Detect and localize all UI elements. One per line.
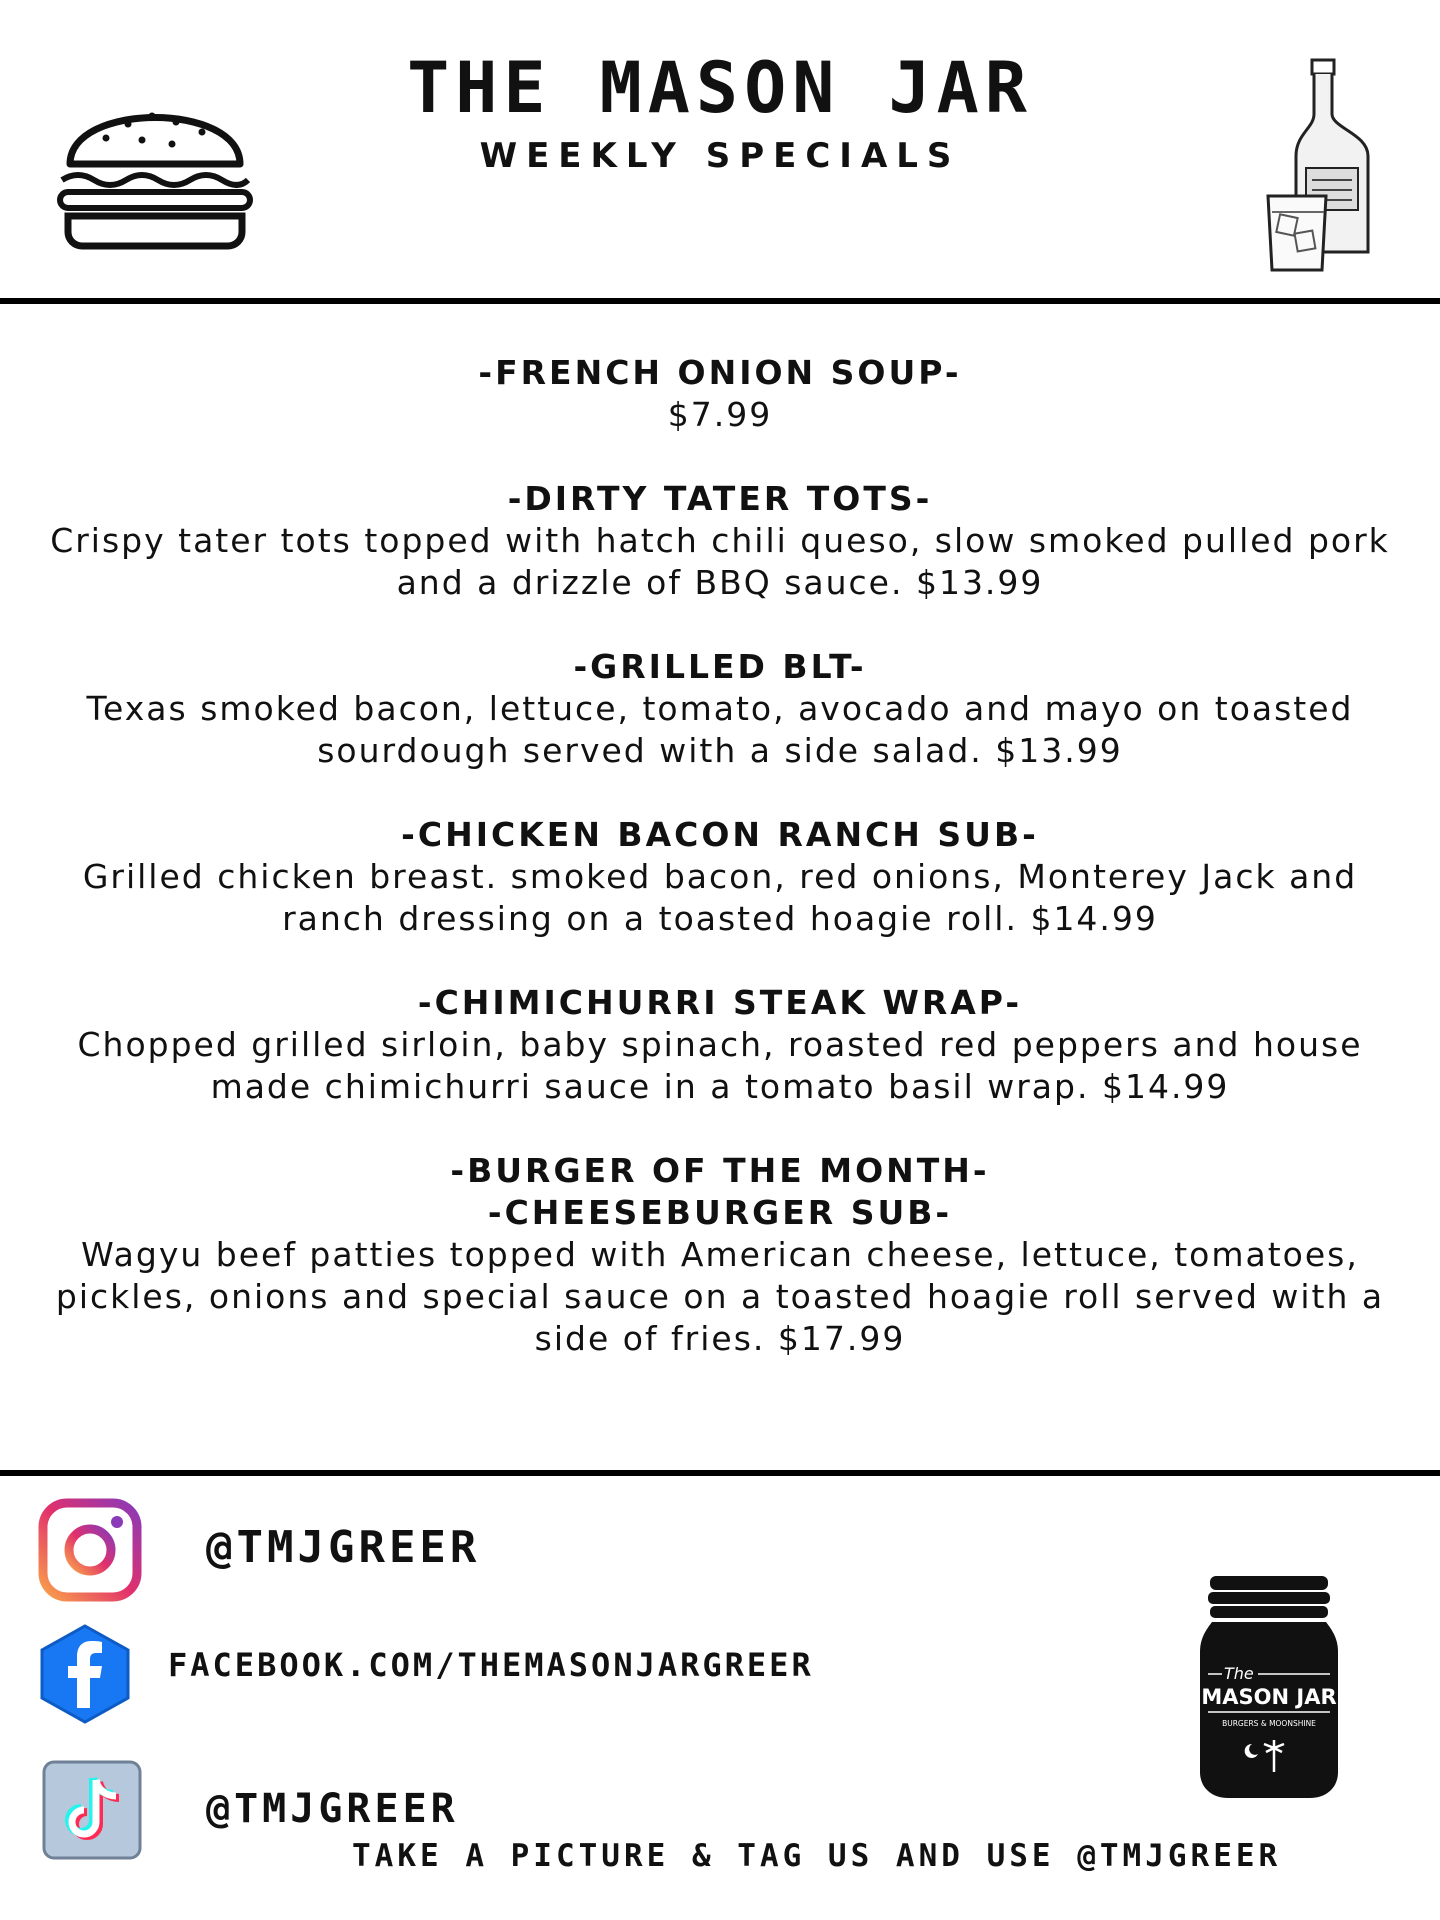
menu-item-name: -DIRTY TATER TOTS- bbox=[507, 479, 933, 518]
menu-item-name: -FRENCH ONION SOUP- bbox=[478, 353, 962, 392]
menu-item-subname: -CHEESEBURGER SUB- bbox=[487, 1193, 953, 1232]
menu-item bbox=[0, 352, 1440, 436]
instagram-handle[interactable]: @TMJGREER bbox=[206, 1522, 481, 1573]
menu-item bbox=[0, 1150, 1440, 1360]
menu-item-name: -GRILLED BLT- bbox=[573, 647, 867, 686]
social-footer bbox=[0, 1476, 1440, 1920]
menu-item-description: Wagyu beef patties topped with American cheese, lettuce, tomatoes, pickles, onions and special sauce on a toasted hoagie roll served with a side of fries. $17.99 bbox=[55, 1235, 1385, 1358]
facebook-icon[interactable] bbox=[40, 1624, 130, 1724]
tag-us-callout: TAKE A PICTURE & TAG US AND USE @TMJGREER bbox=[352, 1838, 1282, 1874]
page-title: THE MASON JAR bbox=[407, 47, 1033, 129]
menu-item-description: Grilled chicken breast. smoked bacon, red onions, Monterey Jack and ranch dressing on a toasted hoagie roll. $14.99 bbox=[82, 857, 1358, 938]
page-subtitle: WEEKLY SPECIALS bbox=[479, 136, 961, 176]
whiskey-bottle-icon bbox=[1262, 56, 1380, 276]
specials-list bbox=[0, 352, 1440, 1402]
menu-item bbox=[0, 982, 1440, 1108]
header-divider bbox=[0, 298, 1440, 304]
logo-text-the: The bbox=[1224, 1664, 1254, 1683]
menu-item bbox=[0, 646, 1440, 772]
menu-item-price: $7.99 bbox=[667, 395, 773, 434]
menu-item-description: Chopped grilled sirloin, baby spinach, roasted red peppers and house made chimichurri sauce in a tomato basil wrap. $14.99 bbox=[77, 1025, 1363, 1106]
tiktok-handle[interactable]: @TMJGREER bbox=[206, 1786, 459, 1832]
tiktok-icon[interactable] bbox=[42, 1760, 142, 1860]
menu-item-description: Crispy tater tots topped with hatch chili queso, slow smoked pulled pork and a drizzle of BBQ sauce. $13.99 bbox=[50, 521, 1390, 602]
menu-item bbox=[0, 478, 1440, 604]
mason-jar-logo bbox=[1198, 1572, 1340, 1802]
menu-item-name: -CHICKEN BACON RANCH SUB- bbox=[401, 815, 1039, 854]
menu-item-description: Texas smoked bacon, lettuce, tomato, avocado and mayo on toasted sourdough served with a side salad. $13.99 bbox=[86, 689, 1354, 770]
facebook-url[interactable]: FACEBOOK.COM/THEMASONJARGREER bbox=[168, 1646, 814, 1684]
menu-item-name: -BURGER OF THE MONTH- bbox=[450, 1151, 990, 1190]
logo-text-tagline: BURGERS & MOONSHINE bbox=[1222, 1719, 1316, 1728]
instagram-icon[interactable] bbox=[38, 1498, 142, 1602]
menu-item bbox=[0, 814, 1440, 940]
logo-text-name: MASON JAR bbox=[1201, 1685, 1337, 1709]
menu-header bbox=[0, 0, 1440, 300]
menu-item-name: -CHIMICHURRI STEAK WRAP- bbox=[417, 983, 1023, 1022]
